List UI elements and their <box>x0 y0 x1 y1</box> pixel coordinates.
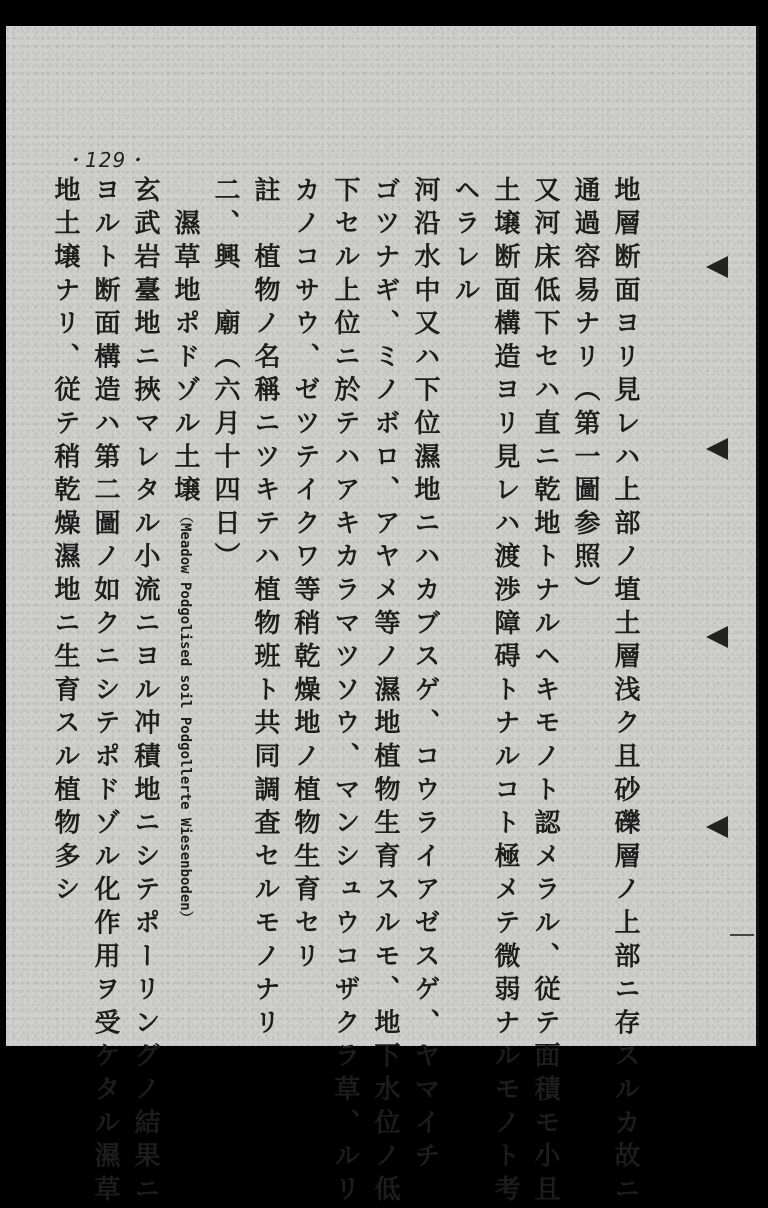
text-line-15: 地土壌ナリ、従テ稍乾燥濕地ニ生育スル植物多シ <box>50 176 80 909</box>
text-line-11: 二、興 廟（六月十四日） <box>210 176 240 576</box>
page-number: ・129・ <box>64 148 148 172</box>
text-line-5: ヘラレル <box>450 176 480 310</box>
text-line-7: ゴツナギ、ミノボロ、アヤメ等ノ濕地植物生育スルモ、地下水位ノ低 <box>370 176 400 1208</box>
text-line-1: 地層断面ヨリ見レハ上部ノ埴土層浅ク且砂礫層ノ上部ニ存スルカ故ニ <box>610 176 640 1208</box>
text-line-12-japanese: 濕草地ポドゾル土壌 <box>170 176 200 509</box>
text-line-12-latin: （Meadow Podgolised soil Podgollerte Wiesenboden） <box>177 509 193 925</box>
text-line-10: 註 植物ノ名稱ニツキテハ植物班ト共同調査セルモノナリ <box>250 176 280 1042</box>
text-line-6: 河沿水中又ハ下位濕地ニハカブスゲ、コウライアゼスゲ、ヤマイチ <box>410 176 440 1175</box>
text-line-3: 又河床低下セハ直ニ乾地トナルヘキモノト認メラル、従テ面積モ小且 <box>530 176 560 1208</box>
binding-hole-mark <box>706 438 728 460</box>
binding-hole-mark <box>706 626 728 648</box>
text-line-8: 下セル上位ニ於テハアキカラマツソウ、マンシュウコザクラ草、ルリ <box>330 176 360 1208</box>
text-line-13: 玄武岩臺地ニ挾マレタル小流ニヨル冲積地ニシテポーリングノ結果ニ <box>130 176 160 1208</box>
text-line-9: カノコサウ、ゼツテイクワ等稍乾燥地ノ植物生育セリ <box>290 176 320 976</box>
binding-hole-mark <box>706 816 728 838</box>
text-line-4: 土壌断面構造ヨリ見レハ渡渉障碍トナルコト極メテ微弱ナルモノト考 <box>490 176 520 1208</box>
binding-hole-mark <box>706 256 728 278</box>
text-line-14: ヨルト断面構造ハ第二圖ノ如クニシテポドゾル化作用ヲ受ケタル濕草 <box>90 176 120 1208</box>
text-line-2: 通過容易ナリ（第一圖参照） <box>570 176 600 609</box>
document-page <box>6 26 759 1208</box>
text-line-12 <box>172 176 198 925</box>
scan-mark <box>730 934 754 936</box>
